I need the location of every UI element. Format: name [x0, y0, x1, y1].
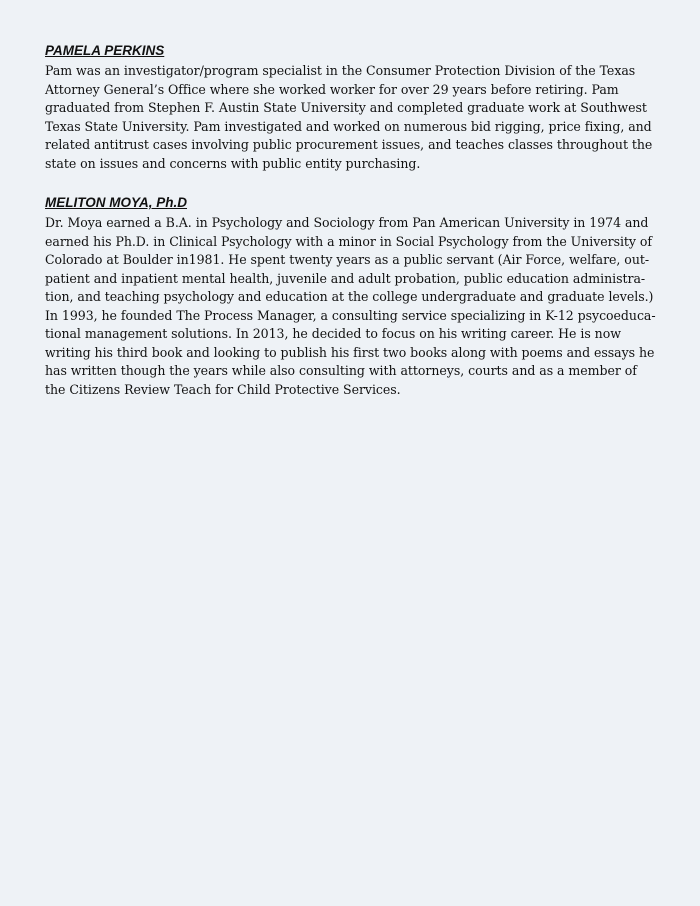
bio-text	[45, 214, 665, 399]
bio-line: Pam was an investigator/program specialist in the Consumer Protection Division of the Texas	[45, 63, 636, 78]
bio-line: In 1993, he founded The Process Manager, a consulting service specializing in K-12 psycoeduca-	[45, 307, 656, 323]
bio-line: graduated from Stephen F. Austin State University and completed graduate work at Southwest	[45, 100, 647, 115]
bio-line: Attorney General’s Office where she worked worker for over 29 years before retiring. Pam	[45, 81, 619, 97]
bio-name: MELITON MOYA, Ph.D	[45, 195, 188, 210]
bio-line: Texas State University. Pam investigated and worked on numerous bid rigging, price fixing, and	[45, 118, 652, 134]
bio-line: Dr. Moya earned a B.A. in Psychology and Sociology from Pan American University in 1974 and	[45, 215, 649, 230]
bio-line: the Citizens Review Teach for Child Protective Services.	[45, 381, 401, 397]
bio-line: tion, and teaching psychology and education at the college undergraduate and graduate levels.)	[45, 289, 654, 304]
bio-line: related antitrust cases involving public procurement issues, and teaches classes throughout the	[45, 137, 653, 152]
bio-line: has written though the years while also consulting with attorneys, courts and as a member of	[45, 363, 637, 378]
bio-line: patient and inpatient mental health, juvenile and adult probation, public education administra-	[45, 270, 646, 286]
bio-meliton-moya	[45, 194, 665, 399]
bio-line: tional management solutions. In 2013, he decided to focus on his writing career. He is now	[45, 326, 621, 341]
bio-line: writing his third book and looking to publish his first two books along with poems and essays he	[45, 344, 655, 360]
bio-line: Colorado at Boulder in1981. He spent twenty years as a public servant (Air Force, welfare, out-	[45, 252, 650, 267]
bio-text	[45, 62, 665, 173]
bio-line: earned his Ph.D. in Clinical Psychology with a minor in Social Psychology from the University of	[45, 233, 653, 249]
bio-line: state on issues and concerns with public entity purchasing.	[45, 155, 421, 171]
bio-name: PAMELA PERKINS	[45, 43, 165, 58]
document-page	[45, 42, 665, 420]
bio-pamela-perkins	[45, 42, 665, 173]
